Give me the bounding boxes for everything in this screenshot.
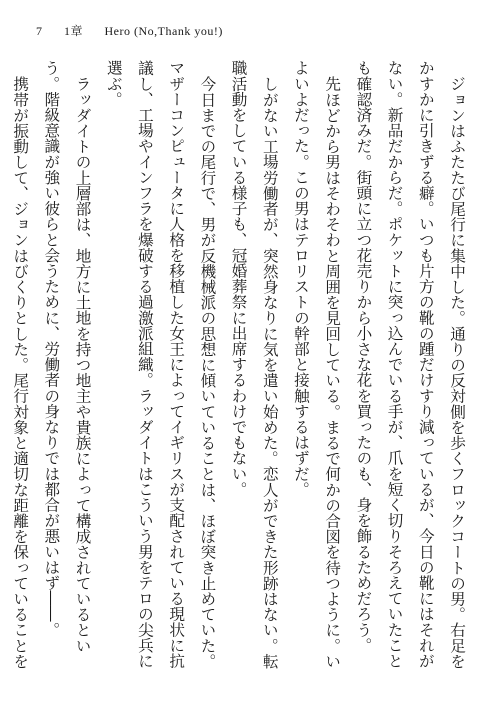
page-number: 7 <box>36 24 43 38</box>
paragraph: 先ほどから男はそわそわと周囲を見回している。まるで何かの合図を待つように。いよいよだった。この男はテロリストの幹部と接触するはずだ。 <box>291 60 342 669</box>
chapter-title: Hero (No,Thank you!) <box>104 24 223 38</box>
paragraph: ジョンはふたたび尾行に集中した。通りの反対側を歩くフロックコートの男。右足をかすかに引きずる癖。いつも片方の靴の踵だけすり減っているが、今日の靴にはそれがない。新品だからだ。ポケットに突っ込んでいる手が、爪を短く切りそろえていたことも確認済みだ。街頭に立つ花売りから小さな花を買ったのも、身を飾るためだろう。 <box>354 60 466 669</box>
page-header <box>36 22 241 39</box>
paragraph: 携帯が振動して、ジョンはびくりとした。尾行対象と適切な距離を保っていることを <box>11 75 30 669</box>
vertical-body-text <box>11 60 472 670</box>
chapter-label: 1章 <box>64 24 84 38</box>
paragraph: ラッダイトの上層部は、地方に土地を持つ地主や貴族によって構成されているという。階級意識が強い彼らと会うために、労働者の身なりでは都合が悪いはず――。 <box>42 60 92 653</box>
paragraph: しがない工場労働者が、突然身なりに気を遣い始めた。恋人ができた形跡はない。転職活動をしている様子も、冠婚葬祭に出席するわけでもない。 <box>229 60 279 669</box>
paragraph: 今日までの尾行で、男が反機械派の思想に傾いていることは、ほぼ突き止めていた。マザーコンピュータに人格を移植した女王によってイギリスが支配されている現状に抗議し、工場やインフラを爆破する過激派組織。ラッダイトはこういう男をテロの尖兵に選ぶ。 <box>104 60 217 669</box>
